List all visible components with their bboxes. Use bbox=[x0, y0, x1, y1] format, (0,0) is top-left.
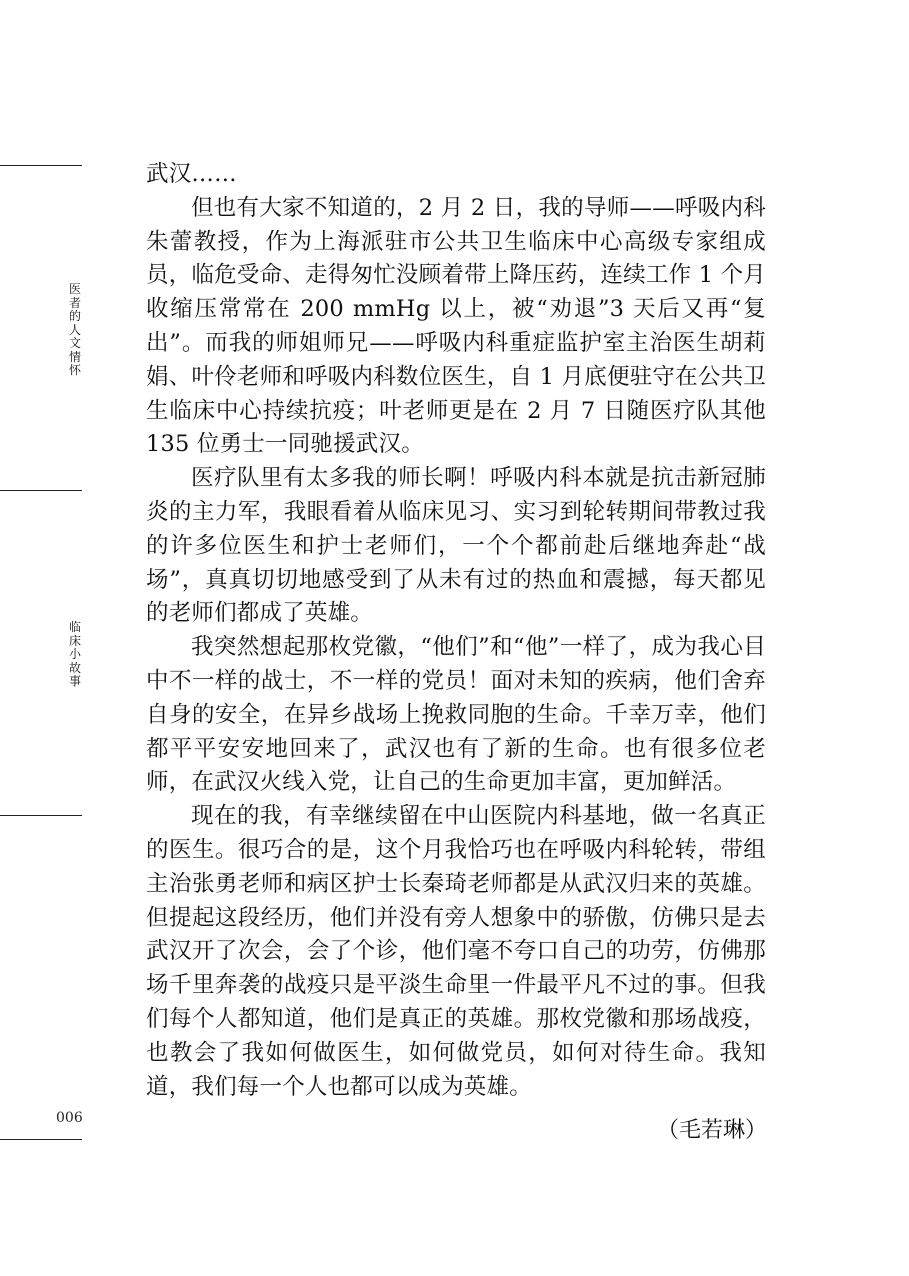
paragraph: 但也有大家不知道的，2 月 2 日，我的导师——呼吸内科朱蕾教授，作为上海派驻市公共卫生临床中心高级专家组成员，临危受命、走得匆忙没顾着带上降压药，连续工作 1 个月收缩压常常在 200 mmHg 以上，被“劝退”3 天后又再“复出”。而我的师姐师兄——呼吸内科重症监护室主治医生胡莉娟、叶伶老师和呼吸内科数位医生，自 1 月底便驻守在公共卫生临床中心持续抗疫；叶老师更是在 2 月 7 日随医疗队其他 135 位勇士一同驰援武汉。 bbox=[146, 194, 767, 458]
sidebar-char: 怀 bbox=[68, 363, 81, 377]
sidebar-char: 人 bbox=[68, 322, 81, 337]
margin-rule-top bbox=[0, 165, 82, 166]
sidebar-char: 的 bbox=[68, 309, 81, 323]
sidebar-char: 临 bbox=[68, 620, 81, 634]
book-title-vertical bbox=[66, 283, 84, 378]
author-signature: （毛若琳） bbox=[656, 1118, 767, 1143]
sidebar-char: 床 bbox=[68, 633, 81, 648]
sidebar-char: 事 bbox=[68, 674, 81, 688]
paragraph: 现在的我，有幸继续留在中山医院内科基地，做一名真正的医生。很巧合的是，这个月我恰巧也在呼吸内科轮转，带组主治张勇老师和病区护士长秦琦老师都是从武汉归来的英雄。但提起这段经历，他们并没有旁人想象中的骄傲，仿佛只是去武汉开了次会，会了个诊，他们毫不夸口自己的功劳，仿佛那场千里奔袭的战疫只是平淡生命里一件最平凡不过的事。但我们每个人都知道，他们是真正的英雄。那枚党徽和那场战疫，也教会了我如何做医生，如何做党员，如何对待生命。我知道，我们每一个人也都可以成为英雄。 bbox=[146, 803, 766, 1100]
page-number: 006 bbox=[56, 1110, 83, 1126]
margin-rule-middle bbox=[0, 490, 82, 491]
sidebar-char: 医 bbox=[68, 282, 81, 296]
sidebar-char: 情 bbox=[68, 349, 81, 364]
sidebar-char: 小 bbox=[68, 647, 81, 661]
section-title-vertical bbox=[66, 621, 84, 689]
body-text bbox=[146, 158, 766, 1104]
sidebar-char: 故 bbox=[68, 660, 81, 675]
sidebar-char: 者 bbox=[68, 295, 81, 310]
paragraph: 医疗队里有太多我的师长啊！呼吸内科本就是抗击新冠肺炎的主力军，我眼看着从临床见习、实习到轮转期间带教过我的许多位医生和护士老师们，一个个都前赴后继地奔赴“战场”，真真切切地感受到了从未有过的热血和震撼，每天都见的老师们都成了英雄。 bbox=[146, 465, 766, 627]
margin-rule-lower bbox=[0, 815, 82, 816]
paragraph: 我突然想起那枚党徽，“他们”和“他”一样了，成为我心目中不一样的战士，不一样的党员！面对未知的疾病，他们舍弃自身的安全，在异乡战场上挽救同胞的生命。千幸万幸，他们都平平安安地回来了，武汉也有了新的生命。也有很多位老师，在武汉火线入党，让自己的生命更加丰富，更加鲜活。 bbox=[146, 634, 766, 796]
margin-rule-bottom bbox=[0, 1139, 82, 1140]
paragraph: 武汉…… bbox=[146, 161, 237, 187]
sidebar-char: 文 bbox=[68, 336, 81, 350]
